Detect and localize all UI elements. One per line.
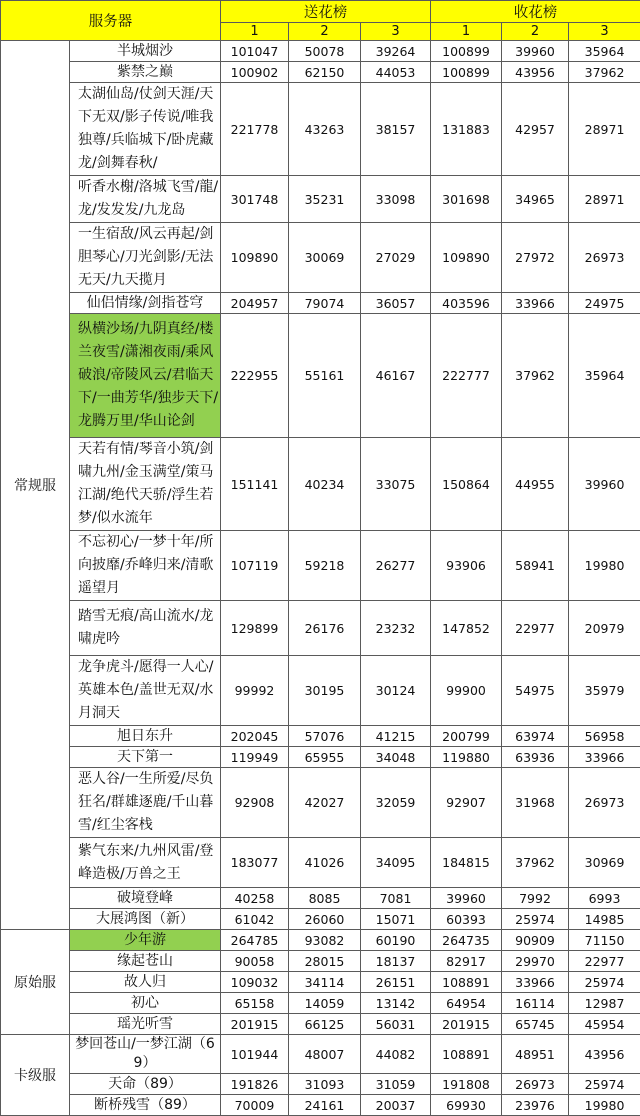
receive-rank-3-cell: 45954 bbox=[569, 1014, 640, 1035]
receive-rank-2-cell: 23976 bbox=[502, 1095, 569, 1116]
receive-rank-3-cell: 26973 bbox=[569, 768, 640, 838]
send-rank-2-cell: 62150 bbox=[289, 62, 361, 83]
send-rank-2-cell: 50078 bbox=[289, 41, 361, 62]
send-rank-2-cell: 26176 bbox=[289, 601, 361, 656]
receive-rank-3-cell: 26973 bbox=[569, 223, 640, 293]
send-rank-2-cell: 59218 bbox=[289, 531, 361, 601]
receive-rank-2-cell: 63974 bbox=[502, 726, 569, 747]
send-rank-2-cell: 26060 bbox=[289, 909, 361, 930]
receive-rank-1-cell: 100899 bbox=[431, 62, 502, 83]
receive-rank-1-cell: 222777 bbox=[431, 314, 502, 438]
send-rank-1-cell: 101047 bbox=[221, 41, 289, 62]
receive-rank-3-cell: 19980 bbox=[569, 1095, 640, 1116]
send-flower-group-header: 送花榜 bbox=[221, 1, 431, 23]
table-row bbox=[1, 314, 640, 438]
receive-rank-1-cell: 108891 bbox=[431, 972, 502, 993]
send-rank-3-cell: 41215 bbox=[361, 726, 431, 747]
receive-rank-2-cell: 16114 bbox=[502, 993, 569, 1014]
send-rank-3-cell: 44082 bbox=[361, 1035, 431, 1074]
send-rank-2-cell: 42027 bbox=[289, 768, 361, 838]
send-rank-2-cell: 65955 bbox=[289, 747, 361, 768]
server-name-cell: 少年游 bbox=[70, 930, 221, 951]
receive-rank-1-cell: 92907 bbox=[431, 768, 502, 838]
send-rank-3-cell: 33098 bbox=[361, 176, 431, 223]
send-rank-3-cell: 60190 bbox=[361, 930, 431, 951]
receive-rank-1-cell: 147852 bbox=[431, 601, 502, 656]
receive-rank-3-cell: 43956 bbox=[569, 1035, 640, 1074]
receive-rank-3-cell: 14985 bbox=[569, 909, 640, 930]
table-row bbox=[1, 656, 640, 726]
server-name-cell: 紫禁之巅 bbox=[70, 62, 221, 83]
send-rank-1-header: 1 bbox=[221, 23, 289, 41]
receive-rank-3-cell: 35964 bbox=[569, 314, 640, 438]
receive-rank-1-cell: 150864 bbox=[431, 438, 502, 531]
send-rank-3-cell: 27029 bbox=[361, 223, 431, 293]
receive-rank-3-cell: 22977 bbox=[569, 951, 640, 972]
table-row bbox=[1, 176, 640, 223]
receive-rank-3-cell: 20979 bbox=[569, 601, 640, 656]
table-row bbox=[1, 83, 640, 176]
table-row bbox=[1, 972, 640, 993]
receive-rank-2-cell: 65745 bbox=[502, 1014, 569, 1035]
receive-rank-2-cell: 29970 bbox=[502, 951, 569, 972]
send-rank-2-cell: 40234 bbox=[289, 438, 361, 531]
receive-rank-3-cell: 25974 bbox=[569, 1074, 640, 1095]
receive-rank-3-cell: 71150 bbox=[569, 930, 640, 951]
table-row bbox=[1, 768, 640, 838]
receive-rank-2-cell: 58941 bbox=[502, 531, 569, 601]
send-rank-3-cell: 33075 bbox=[361, 438, 431, 531]
send-rank-1-cell: 100902 bbox=[221, 62, 289, 83]
send-rank-1-cell: 191826 bbox=[221, 1074, 289, 1095]
send-rank-3-cell: 26151 bbox=[361, 972, 431, 993]
send-rank-2-cell: 28015 bbox=[289, 951, 361, 972]
section-label: 卡级服 bbox=[1, 1035, 70, 1116]
send-rank-1-cell: 90058 bbox=[221, 951, 289, 972]
server-name-cell: 天若有情/琴音小筑/剑啸九州/金玉满堂/策马江湖/绝代天骄/浮生若梦/似水流年 bbox=[70, 438, 221, 531]
receive-rank-1-cell: 403596 bbox=[431, 293, 502, 314]
receive-rank-2-cell: 48951 bbox=[502, 1035, 569, 1074]
receive-rank-2-cell: 33966 bbox=[502, 972, 569, 993]
send-rank-1-cell: 221778 bbox=[221, 83, 289, 176]
send-rank-2-cell: 14059 bbox=[289, 993, 361, 1014]
table-row bbox=[1, 1095, 640, 1116]
receive-rank-3-cell: 28971 bbox=[569, 83, 640, 176]
table-row bbox=[1, 293, 640, 314]
table-row bbox=[1, 223, 640, 293]
receive-rank-1-cell: 264735 bbox=[431, 930, 502, 951]
send-rank-1-cell: 109032 bbox=[221, 972, 289, 993]
receive-rank-1-cell: 119880 bbox=[431, 747, 502, 768]
receive-rank-2-cell: 7992 bbox=[502, 888, 569, 909]
receive-rank-1-cell: 93906 bbox=[431, 531, 502, 601]
send-rank-3-cell: 18137 bbox=[361, 951, 431, 972]
server-name-cell: 梦回苍山/一梦江湖（69） bbox=[70, 1035, 221, 1074]
receive-rank-3-cell: 28971 bbox=[569, 176, 640, 223]
server-name-cell: 龙争虎斗/愿得一人心/英雄本色/盖世无双/水月洞天 bbox=[70, 656, 221, 726]
table-row bbox=[1, 438, 640, 531]
receive-rank-2-cell: 37962 bbox=[502, 838, 569, 888]
table-row bbox=[1, 1014, 640, 1035]
server-name-cell: 天下第一 bbox=[70, 747, 221, 768]
receive-rank-3-cell: 19980 bbox=[569, 531, 640, 601]
server-name-cell: 纵横沙场/九阴真经/楼兰夜雪/潇湘夜雨/乘风破浪/帝陵风云/君临天下/一曲芳华/独步天下/龙腾万里/华山论剑 bbox=[70, 314, 221, 438]
send-rank-2-header: 2 bbox=[289, 23, 361, 41]
table-row bbox=[1, 951, 640, 972]
receive-rank-1-cell: 100899 bbox=[431, 41, 502, 62]
receive-rank-3-cell: 24975 bbox=[569, 293, 640, 314]
server-name-cell: 天命（89） bbox=[70, 1074, 221, 1095]
table-row bbox=[1, 930, 640, 951]
server-name-cell: 不忘初心/一梦十年/所向披靡/乔峰归来/清歌遥望月 bbox=[70, 531, 221, 601]
receive-rank-2-cell: 39960 bbox=[502, 41, 569, 62]
server-name-cell: 缘起苍山 bbox=[70, 951, 221, 972]
receive-rank-1-cell: 39960 bbox=[431, 888, 502, 909]
send-rank-3-cell: 13142 bbox=[361, 993, 431, 1014]
section-label: 原始服 bbox=[1, 930, 70, 1035]
receive-rank-2-cell: 34965 bbox=[502, 176, 569, 223]
send-rank-1-cell: 109890 bbox=[221, 223, 289, 293]
table-row bbox=[1, 747, 640, 768]
receive-rank-2-cell: 37962 bbox=[502, 314, 569, 438]
send-rank-2-cell: 48007 bbox=[289, 1035, 361, 1074]
send-rank-1-cell: 151141 bbox=[221, 438, 289, 531]
send-rank-3-cell: 26277 bbox=[361, 531, 431, 601]
receive-rank-1-cell: 82917 bbox=[431, 951, 502, 972]
send-rank-1-cell: 201915 bbox=[221, 1014, 289, 1035]
receive-rank-2-cell: 26973 bbox=[502, 1074, 569, 1095]
send-rank-3-cell: 56031 bbox=[361, 1014, 431, 1035]
send-rank-2-cell: 30195 bbox=[289, 656, 361, 726]
receive-rank-2-cell: 54975 bbox=[502, 656, 569, 726]
send-rank-2-cell: 79074 bbox=[289, 293, 361, 314]
receive-rank-2-cell: 42957 bbox=[502, 83, 569, 176]
send-rank-1-cell: 65158 bbox=[221, 993, 289, 1014]
receive-rank-1-cell: 131883 bbox=[431, 83, 502, 176]
send-rank-2-cell: 35231 bbox=[289, 176, 361, 223]
send-rank-1-cell: 129899 bbox=[221, 601, 289, 656]
receive-rank-2-cell: 90909 bbox=[502, 930, 569, 951]
send-rank-3-header: 3 bbox=[361, 23, 431, 41]
receive-rank-3-cell: 35964 bbox=[569, 41, 640, 62]
send-rank-3-cell: 7081 bbox=[361, 888, 431, 909]
send-rank-2-cell: 57076 bbox=[289, 726, 361, 747]
server-name-cell: 恶人谷/一生所爱/尽负狂名/群雄逐鹿/千山暮雪/红尘客栈 bbox=[70, 768, 221, 838]
server-name-cell: 半城烟沙 bbox=[70, 41, 221, 62]
send-rank-3-cell: 46167 bbox=[361, 314, 431, 438]
receive-rank-3-cell: 35979 bbox=[569, 656, 640, 726]
send-rank-3-cell: 23232 bbox=[361, 601, 431, 656]
receive-rank-2-cell: 44955 bbox=[502, 438, 569, 531]
server-name-cell: 断桥残雪（89） bbox=[70, 1095, 221, 1116]
send-rank-1-cell: 202045 bbox=[221, 726, 289, 747]
receive-rank-1-cell: 108891 bbox=[431, 1035, 502, 1074]
table-row bbox=[1, 1035, 640, 1074]
table-row bbox=[1, 1074, 640, 1095]
send-rank-2-cell: 34114 bbox=[289, 972, 361, 993]
send-rank-2-cell: 8085 bbox=[289, 888, 361, 909]
send-rank-1-cell: 204957 bbox=[221, 293, 289, 314]
send-rank-2-cell: 66125 bbox=[289, 1014, 361, 1035]
table-row bbox=[1, 838, 640, 888]
send-rank-3-cell: 34048 bbox=[361, 747, 431, 768]
send-rank-3-cell: 20037 bbox=[361, 1095, 431, 1116]
receive-rank-1-cell: 99900 bbox=[431, 656, 502, 726]
receive-rank-3-cell: 56958 bbox=[569, 726, 640, 747]
receive-rank-3-cell: 25974 bbox=[569, 972, 640, 993]
send-rank-1-cell: 301748 bbox=[221, 176, 289, 223]
server-name-cell: 一生宿敌/风云再起/剑胆琴心/刀光剑影/无法无天/九天揽月 bbox=[70, 223, 221, 293]
send-rank-3-cell: 36057 bbox=[361, 293, 431, 314]
server-name-cell: 仙侣情缘/剑指苍穹 bbox=[70, 293, 221, 314]
server-name-cell: 初心 bbox=[70, 993, 221, 1014]
receive-rank-2-cell: 25974 bbox=[502, 909, 569, 930]
send-rank-1-cell: 264785 bbox=[221, 930, 289, 951]
receive-rank-1-cell: 201915 bbox=[431, 1014, 502, 1035]
receive-rank-1-cell: 109890 bbox=[431, 223, 502, 293]
send-rank-3-cell: 34095 bbox=[361, 838, 431, 888]
send-rank-1-cell: 70009 bbox=[221, 1095, 289, 1116]
receive-rank-1-cell: 200799 bbox=[431, 726, 502, 747]
receive-rank-3-cell: 30969 bbox=[569, 838, 640, 888]
server-name-cell: 大展鸿图（新） bbox=[70, 909, 221, 930]
send-rank-2-cell: 30069 bbox=[289, 223, 361, 293]
send-rank-1-cell: 61042 bbox=[221, 909, 289, 930]
receive-rank-3-header: 3 bbox=[569, 23, 640, 41]
table-row bbox=[1, 531, 640, 601]
send-rank-3-cell: 30124 bbox=[361, 656, 431, 726]
send-rank-1-cell: 119949 bbox=[221, 747, 289, 768]
receive-rank-2-cell: 33966 bbox=[502, 293, 569, 314]
server-name-cell: 破境登峰 bbox=[70, 888, 221, 909]
table-row bbox=[1, 41, 640, 62]
send-rank-1-cell: 101944 bbox=[221, 1035, 289, 1074]
receive-rank-1-cell: 301698 bbox=[431, 176, 502, 223]
server-column-header: 服务器 bbox=[1, 1, 221, 41]
send-rank-1-cell: 40258 bbox=[221, 888, 289, 909]
server-name-cell: 旭日东升 bbox=[70, 726, 221, 747]
server-name-cell: 瑶光听雪 bbox=[70, 1014, 221, 1035]
send-rank-1-cell: 99992 bbox=[221, 656, 289, 726]
send-rank-3-cell: 31059 bbox=[361, 1074, 431, 1095]
table-row bbox=[1, 993, 640, 1014]
receive-rank-3-cell: 39960 bbox=[569, 438, 640, 531]
send-rank-2-cell: 41026 bbox=[289, 838, 361, 888]
send-rank-2-cell: 24161 bbox=[289, 1095, 361, 1116]
table-row bbox=[1, 62, 640, 83]
server-name-cell: 紫气东来/九州风雷/登峰造极/万兽之王 bbox=[70, 838, 221, 888]
send-rank-1-cell: 92908 bbox=[221, 768, 289, 838]
receive-rank-1-cell: 64954 bbox=[431, 993, 502, 1014]
send-rank-1-cell: 183077 bbox=[221, 838, 289, 888]
send-rank-1-cell: 222955 bbox=[221, 314, 289, 438]
receive-rank-3-cell: 33966 bbox=[569, 747, 640, 768]
send-rank-3-cell: 32059 bbox=[361, 768, 431, 838]
send-rank-2-cell: 31093 bbox=[289, 1074, 361, 1095]
send-rank-3-cell: 38157 bbox=[361, 83, 431, 176]
send-rank-3-cell: 39264 bbox=[361, 41, 431, 62]
receive-rank-2-cell: 43956 bbox=[502, 62, 569, 83]
send-rank-2-cell: 55161 bbox=[289, 314, 361, 438]
table-row bbox=[1, 888, 640, 909]
send-rank-3-cell: 15071 bbox=[361, 909, 431, 930]
receive-rank-2-header: 2 bbox=[502, 23, 569, 41]
receive-rank-3-cell: 37962 bbox=[569, 62, 640, 83]
server-name-cell: 踏雪无痕/高山流水/龙啸虎吟 bbox=[70, 601, 221, 656]
receive-flower-group-header: 收花榜 bbox=[431, 1, 640, 23]
table-row bbox=[1, 601, 640, 656]
send-rank-2-cell: 43263 bbox=[289, 83, 361, 176]
table-row bbox=[1, 726, 640, 747]
receive-rank-1-cell: 60393 bbox=[431, 909, 502, 930]
receive-rank-1-header: 1 bbox=[431, 23, 502, 41]
server-name-cell: 听香水榭/洛城飞雪/龍/龙/发发发/九龙岛 bbox=[70, 176, 221, 223]
receive-rank-1-cell: 69930 bbox=[431, 1095, 502, 1116]
send-rank-3-cell: 44053 bbox=[361, 62, 431, 83]
receive-rank-1-cell: 191808 bbox=[431, 1074, 502, 1095]
receive-rank-2-cell: 63936 bbox=[502, 747, 569, 768]
server-name-cell: 故人归 bbox=[70, 972, 221, 993]
receive-rank-1-cell: 184815 bbox=[431, 838, 502, 888]
send-rank-2-cell: 93082 bbox=[289, 930, 361, 951]
section-label: 常规服 bbox=[1, 41, 70, 930]
receive-rank-2-cell: 31968 bbox=[502, 768, 569, 838]
receive-rank-2-cell: 22977 bbox=[502, 601, 569, 656]
receive-rank-2-cell: 27972 bbox=[502, 223, 569, 293]
server-name-cell: 太湖仙岛/仗剑天涯/天下无双/影子传说/唯我独尊/兵临城下/卧虎藏龙/剑舞春秋/ bbox=[70, 83, 221, 176]
table-row bbox=[1, 909, 640, 930]
receive-rank-3-cell: 6993 bbox=[569, 888, 640, 909]
receive-rank-3-cell: 12987 bbox=[569, 993, 640, 1014]
send-rank-1-cell: 107119 bbox=[221, 531, 289, 601]
